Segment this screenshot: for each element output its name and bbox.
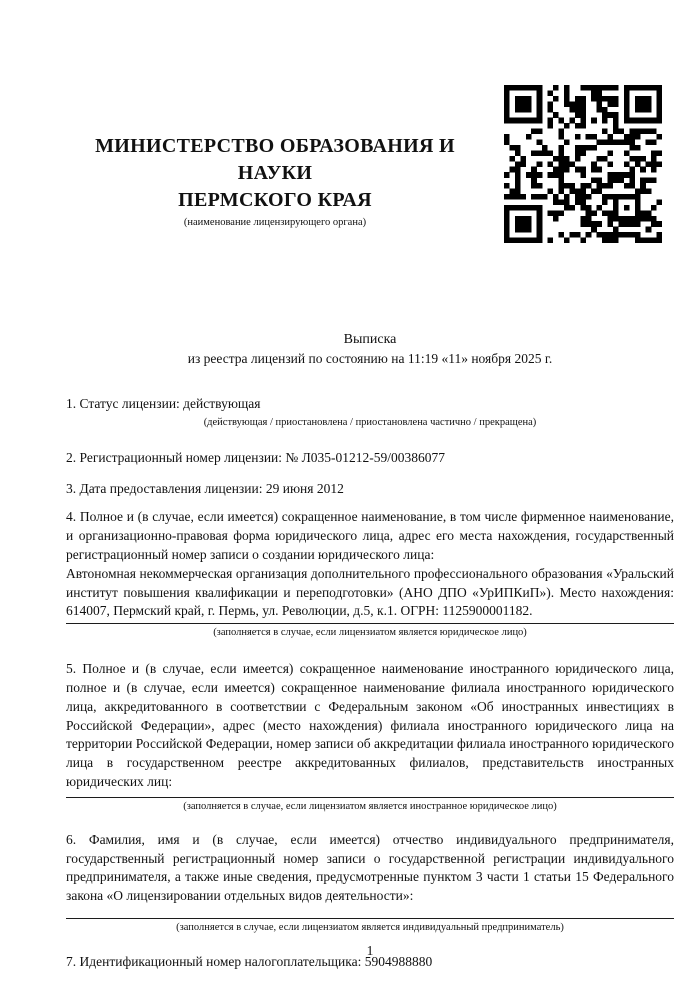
registration-number-value: 2. Регистрационный номер лицензии: № Л035-01212-59/00386077 bbox=[66, 449, 446, 465]
grant-date-value: 3. Дата предоставления лицензии: 29 июня 2012 bbox=[66, 480, 344, 496]
field-foreign-entity bbox=[66, 660, 674, 814]
page-number: 1 bbox=[366, 943, 374, 958]
legal-entity-fill-line bbox=[66, 623, 674, 624]
ministry-name-line2: ПЕРМСКОГО КРАЯ bbox=[178, 189, 372, 211]
entrepreneur-fill-line bbox=[66, 918, 674, 919]
ministry-caption: (наименование лицензирующего органа) bbox=[183, 217, 367, 228]
entrepreneur-question: 6. Фамилия, имя и (в случае, если имеется) отчество индивидуального предпринимателя, государственный регистрационный номер записи о государственной регистрации индивидуального предпринимателя, а также иные сведения, предусмотренные пунктом 3 части 1 статьи 15 Федерального закона «О лицензировании отдельных видов деятельности»: bbox=[66, 831, 674, 904]
field-registration-number bbox=[66, 449, 674, 468]
field-legal-entity bbox=[66, 508, 674, 640]
document-title: Выписка bbox=[343, 332, 397, 347]
inn-value: 7. Идентификационный номер налогоплательщика: 5904988880 bbox=[66, 953, 433, 969]
foreign-entity-question: 5. Полное и (в случае, если имеется) сокращенное наименование иностранного юридического лица, полное и (в случае, если имеется) сокращенное наименование филиала иностранного юридического лица, аккредитованного в соответствии с Федеральным законом «Об иностранных инвестициях в Российской Федерации», адрес (место нахождения) филиала иностранного юридического лица на территории Российской Федерации, номер записи об аккредитации филиала иностранного юридического лица в государственном реестре аккредитованных филиалов, представительств иностранных юридических лиц: bbox=[66, 661, 674, 789]
legal-entity-answer: Автономная некоммерческая организация дополнительного профессионального образования «Уральский институт повышения квалификации и переподготовки» (АНО ДПО «УрИПКиП»). Место нахождения: 614007, Пермский край, г. Пермь, ул. Революции, д.5, к.1. ОГРН: 1125900001182. bbox=[66, 565, 674, 619]
ministry-name-line1: МИНИСТЕРСТВО ОБРАЗОВАНИЯ И НАУКИ bbox=[95, 135, 455, 184]
legal-entity-question: 4. Полное и (в случае, если имеется) сокращенное наименование, в том числе фирменное наименование, и организационно-правовая форма юридического лица, адрес его места нахождения, государственный регистрационный номер записи о создании юридического лица: bbox=[66, 509, 674, 562]
document-content bbox=[66, 0, 674, 972]
license-status-value: 1. Статус лицензии: действующая bbox=[66, 396, 261, 411]
entrepreneur-note: (заполняется в случае, если лицензиатом является индивидуальный предприниматель) bbox=[176, 921, 564, 933]
field-license-status bbox=[66, 395, 674, 430]
foreign-entity-note: (заполняется в случае, если лицензиатом является иностранное юридическое лицо) bbox=[183, 800, 557, 812]
foreign-entity-fill-line bbox=[66, 797, 674, 798]
document-date-line: из реестра лицензий по состоянию на 11:19 «11» ноября 2025 г. bbox=[187, 351, 553, 366]
field-grant-date bbox=[66, 480, 674, 499]
legal-entity-note: (заполняется в случае, если лицензиатом является юридическое лицо) bbox=[213, 627, 527, 639]
licensing-authority-header bbox=[66, 133, 484, 230]
license-status-note: (действующая / приостановлена / приостановлена частично / прекращена) bbox=[203, 416, 537, 428]
document-title-block bbox=[66, 330, 674, 368]
field-entrepreneur bbox=[66, 831, 674, 935]
